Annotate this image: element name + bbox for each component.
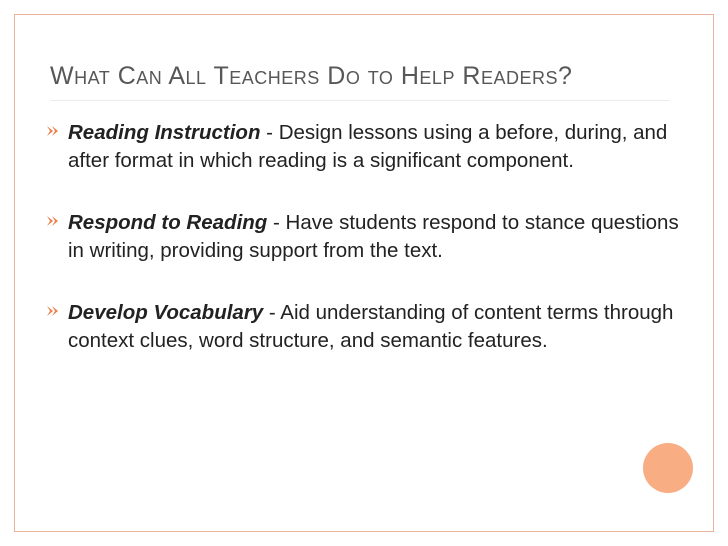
bullet-text [68,209,696,265]
bullet-description: Have students respond to stance questions in writing, providing support from the text. [68,211,679,262]
bullet-term: Develop Vocabulary [68,301,264,324]
bullet-text [68,299,696,355]
bullet-term: Reading Instruction [68,121,261,144]
arrow-bullet-icon [46,304,60,318]
bullet-item [46,299,696,355]
decorative-circle [643,443,693,493]
title-divider [50,100,670,101]
bullet-separator: - [260,121,279,144]
bullet-item [46,209,696,265]
bullet-text [68,119,696,175]
arrow-bullet-icon [46,214,60,228]
arrow-bullet-icon [46,124,60,138]
slide-title: What Can All Teachers Do to Help Readers? [50,62,573,90]
bullet-separator: - [267,211,286,234]
bullet-separator: - [263,301,281,324]
bullet-term: Respond to Reading [68,211,268,234]
bullet-description: Design lessons using a before, during, and after format in which reading is a significant component. [68,121,668,172]
bullet-description: Aid understanding of content terms through context clues, word structure, and semantic features. [68,301,674,352]
bullet-item [46,119,696,175]
bullet-list [46,119,696,389]
